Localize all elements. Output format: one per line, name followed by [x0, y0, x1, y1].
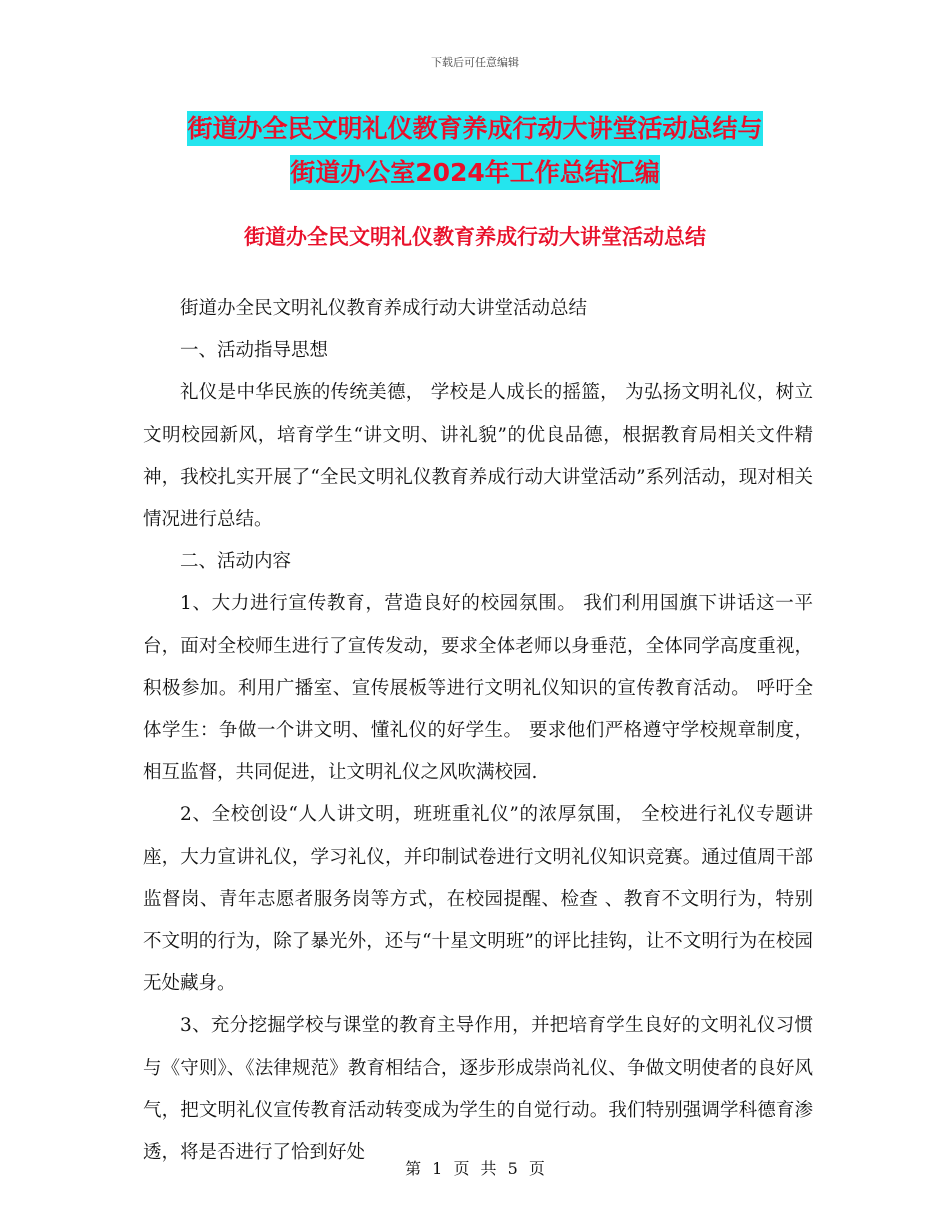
document-title-line-2 — [0, 157, 950, 189]
paragraph-item-1: 1、大力进行宣传教育，营造良好的校园氛围。 我们利用国旗下讲话这一平台，面对全校师生进行了宣传发动，要求全体老师以身垂范，全体同学高度重视，积极参加。利用广播室、宣传展板等进行文明礼仪知识的宣传教育活动。 呼吁全体学生：争做一个讲文明、懂礼仪的好学生。 要求他们严格遵守学校规章制度，相互监督，共同促进，让文明礼仪之风吹满校园. — [143, 593, 813, 784]
document-title-line-1 — [0, 113, 950, 145]
paragraph-intro: 礼仪是中华民族的传统美德， 学校是人成长的摇篮， 为弘扬文明礼仪，树立文明校园新风，培育学生“讲文明、讲礼貌”的优良品德，根据教育局相关文件精神，我校扎实开展了“全民文明礼仪教育养成行动大讲堂活动”系列活动，现对相关情况进行总结。 — [143, 382, 813, 531]
paragraph-item-3: 3、充分挖掘学校与课堂的教育主导作用，并把培育学生良好的文明礼仪习惯与《守则》、《法律规范》教育相结合，逐步形成崇尚礼仪、争做文明使者的良好风气，把文明礼仪宣传教育活动转变成为学生的自觉行动。我们特别强调学科德育渗透，将是否进行了恰到好处 — [143, 1015, 813, 1164]
document-title-line-2-text: 街道办公室2024年工作总结汇编 — [290, 155, 660, 190]
document-body — [143, 288, 813, 1174]
page-number-footer: 第 1 页 共 5 页 — [405, 1159, 545, 1178]
document-title-line-1-text: 街道办全民文明礼仪教育养成行动大讲堂活动总结与 — [187, 111, 762, 146]
heading-activity-content: 二、活动内容 — [180, 551, 292, 573]
section-title: 街道办全民文明礼仪教育养成行动大讲堂活动总结 — [244, 225, 706, 249]
page-header-note: 下载后可任意编辑 — [431, 56, 519, 69]
paragraph-item-2: 2、全校创设“人人讲文明，班班重礼仪”的浓厚氛围， 全校进行礼仪专题讲座，大力宣讲礼仪，学习礼仪，并印制试卷进行文明礼仪知识竞赛。通过值周干部监督岗、青年志愿者服务岗等方式，在校园提醒、检查 、教育不文明行为，特别不文明的行为，除了暴光外，还与“十星文明班”的评比挂钩，让不文明行为在校园无处藏身。 — [143, 804, 813, 995]
paragraph-subtitle: 街道办全民文明礼仪教育养成行动大讲堂活动总结 — [180, 298, 588, 319]
heading-guiding-ideology: 一、活动指导思想 — [180, 340, 329, 362]
